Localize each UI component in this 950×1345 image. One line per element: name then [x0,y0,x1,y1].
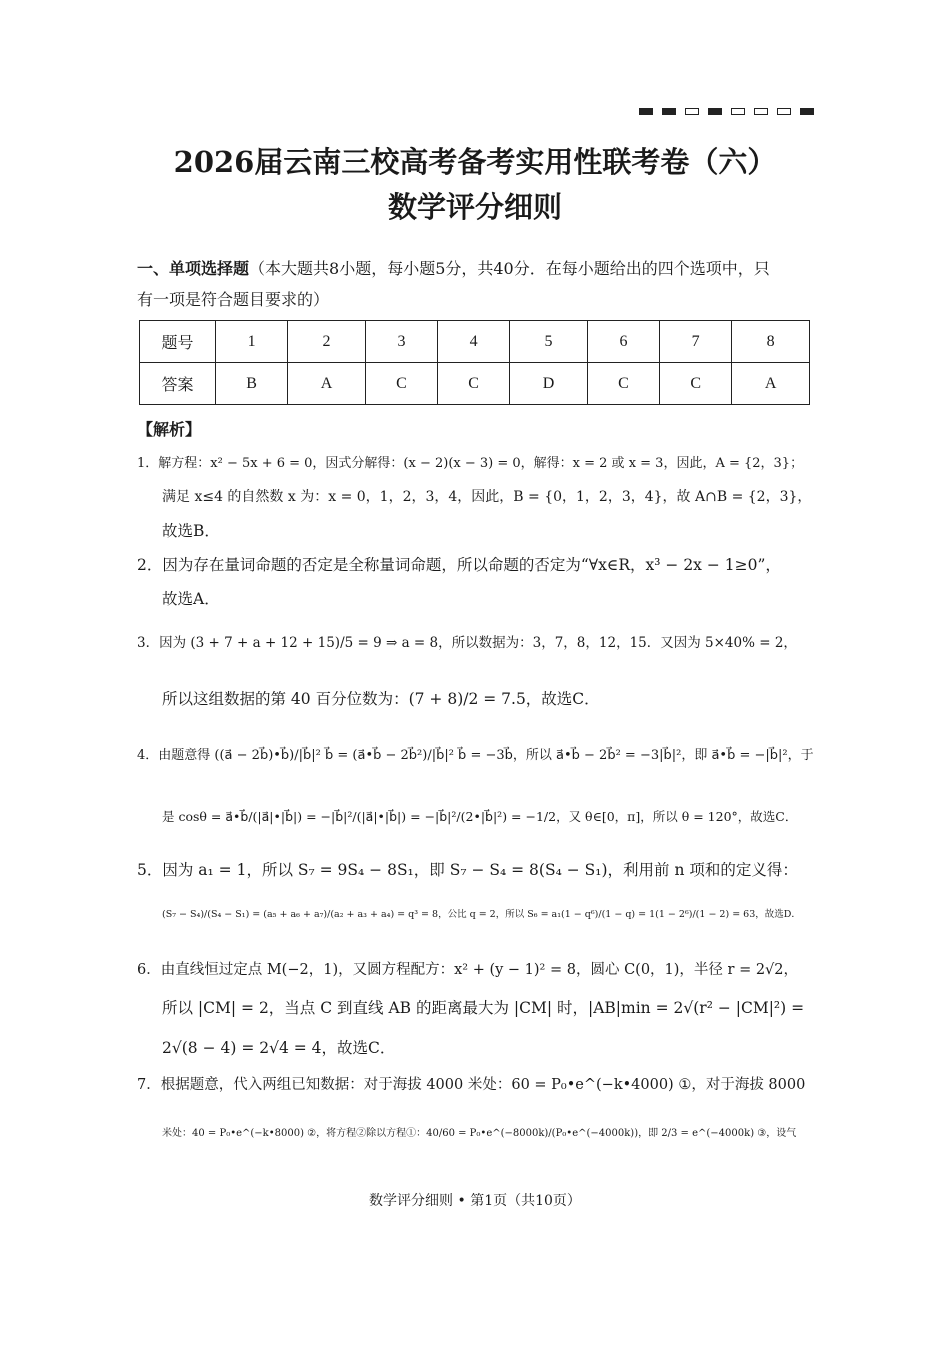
solution-line: 故选B． [162,522,220,540]
solution-line: 2√(8 − 4) = 2√4 = 4，故选C． [162,1039,396,1057]
table-cell: D [510,363,588,405]
table-cell: C [587,363,659,405]
solution-line: 是 cosθ = a⃗•b⃗/(|a⃗|•|b⃗|) = −|b⃗|²/(|a⃗|•|b⃗|) = −|b⃗|²/(2•|b⃗|²) = −1/2，又 θ∈[0，π]，所以 θ = 120°，故选C． [162,809,798,824]
solution-line: 米处：40 = P₀•e^(−k•8000) ②，将方程②除以方程①：40/60 = P₀•e^(−8000k)/(P₀•e^(−4000k))，即 2/3 = e^(−4000k) ③，设气 [162,1128,797,1139]
header-mark [777,108,791,115]
solution-line: 满足 x≤4 的自然数 x 为：x = 0，1，2，3，4，因此，B = {0，1，2，3，4}，故 A∩B = {2，3}， [162,489,812,505]
solution-line: 1．解方程：x² − 5x + 6 = 0，因式分解得：(x − 2)(x − 3) = 0，解得：x = 2 或 x = 3，因此，A = {2，3}； [137,456,804,471]
solution-line: 7．根据题意，代入两组已知数据：对于海拔 4000 米处：60 = P₀•e^(−k•4000) ①，对于海拔 8000 [137,1077,806,1093]
table-cell: A [732,363,810,405]
table-cell: 5 [510,321,588,363]
table-cell: B [216,363,288,405]
table-cell: 1 [216,321,288,363]
solution-line: 2．因为存在量词命题的否定是全称量词命题，所以命题的否定为“∀x∈R，x³ − 2x − 1≥0”， [137,556,781,574]
header-mark [731,108,745,115]
header-mark [754,108,768,115]
solution-line: 3．因为 (3 + 7 + a + 12 + 15)/5 = 9 ⇒ a = 8，所以数据为：3，7，8，12，15．又因为 5×40% = 2， [137,635,797,651]
table-cell: C [365,363,437,405]
section-label: 一、单项选择题 [137,259,250,278]
solution-line: 所以 |CM| = 2，当点 C 到直线 AB 的距离最大为 |CM| 时，|AB|min = 2√(r² − |CM|²) = [162,999,805,1017]
solution-line: 5．因为 a₁ = 1，所以 S₇ = 9S₄ − 8S₁，即 S₇ − S₄ = 8(S₄ − S₁)，利用前 n 项和的定义得： [137,861,798,879]
solution-line: 6．由直线恒过定点 M(−2，1)，又圆方程配方：x² + (y − 1)² = 8，圆心 C(0，1)，半径 r = 2√2， [137,962,799,978]
header-mark [685,108,699,115]
page-subtitle: 数学评分细则 [387,190,562,224]
section-intro-cont: 有一项是符合题目要求的） [137,290,330,309]
solution-line: (S₇ − S₄)/(S₄ − S₁) = (a₅ + a₆ + a₇)/(a₂ + a₃ + a₄) = q³ = 8，公比 q = 2，所以 S₆ = a₁(1 − q⁶)/(1 − q) = 1(1 − 2⁶)/(1 − 2) = 63，故选D． [162,909,801,920]
analysis-heading: 【解析】 [137,420,202,439]
table-row [140,363,810,405]
page-footer: 数学评分细则 • 第1页（共10页） [369,1193,581,1209]
table-cell: A [288,363,366,405]
answer-table [139,320,810,405]
header-marks [639,108,814,115]
header-mark [708,108,722,115]
solution-line: 4．由题意得 ((a⃗ − 2b⃗)•b⃗)/|b⃗|² b⃗ = (a⃗•b⃗ − 2b⃗²)/|b⃗|² b⃗ = −3b⃗，所以 a⃗•b⃗ − 2b⃗² = −3|b⃗|²，即 a⃗•b⃗ = −|b⃗|²，于 [137,748,814,763]
page-title: 2026届云南三校高考备考实用性联考卷（六） [173,145,777,179]
row-label: 答案 [140,363,216,405]
table-row [140,321,810,363]
table-cell: 6 [587,321,659,363]
header-mark [639,108,653,115]
table-cell: 4 [438,321,510,363]
table-cell: 7 [660,321,732,363]
solution-line: 所以这组数据的第 40 百分位数为：(7 + 8)/2 = 7.5，故选C． [162,690,600,708]
table-cell: C [438,363,510,405]
header-mark [800,108,814,115]
solution-line: 故选A． [162,590,220,608]
table-cell: C [660,363,732,405]
section-intro: （本大题共8小题，每小题5分，共40分．在每小题给出的四个选项中，只 [249,259,770,278]
row-label: 题号 [140,321,216,363]
header-mark [662,108,676,115]
table-cell: 2 [288,321,366,363]
table-cell: 8 [732,321,810,363]
section-heading [137,252,817,285]
table-cell: 3 [365,321,437,363]
